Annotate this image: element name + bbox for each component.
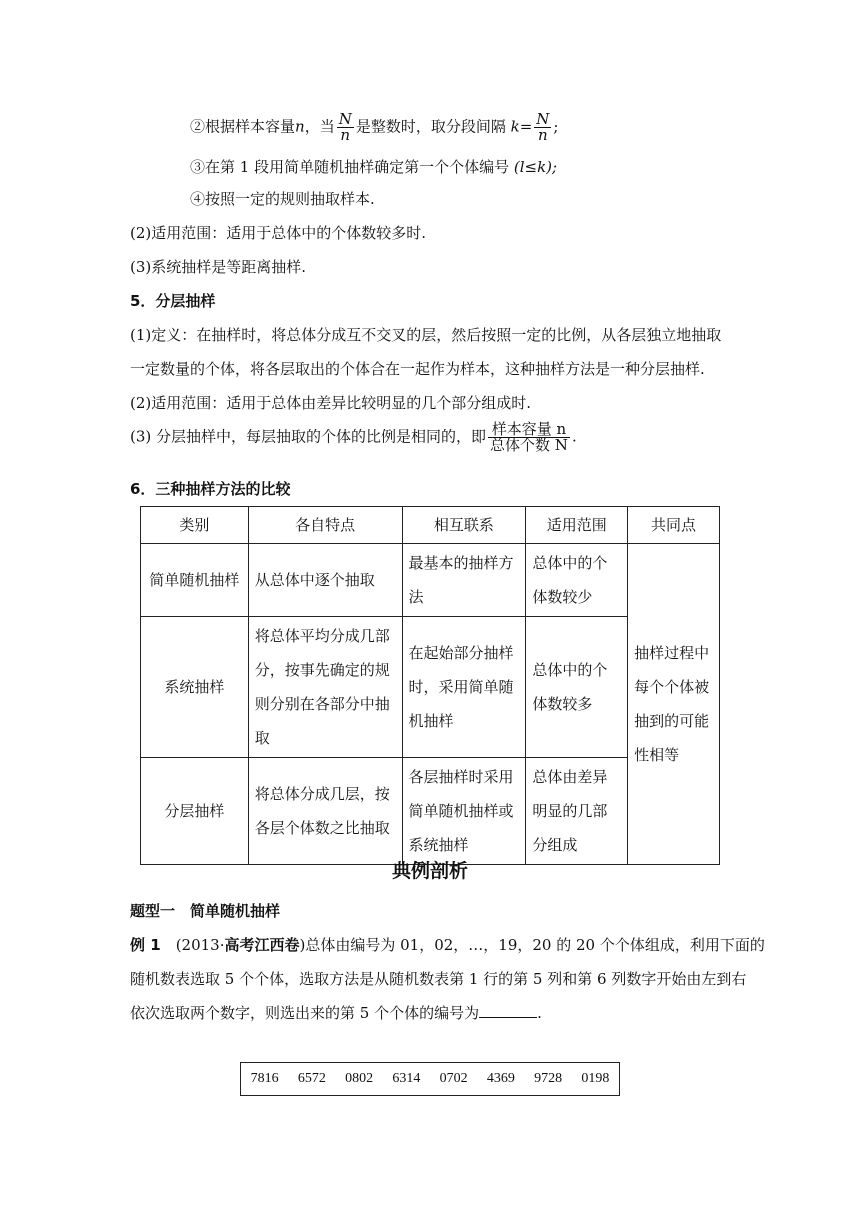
header-common: 共同点 [628,507,720,544]
stratified-scope: (2)适用范围：适用于总体由差异比较明显的几个部分组成时. [130,394,532,412]
step-3-condition: (l≤k); [513,158,558,176]
cell-scope: 总体中的个体数较少 [526,544,628,617]
cell-feature: 从总体中逐个抽取 [248,544,402,617]
example-source: (2013· [175,936,225,954]
var-n: n [295,117,305,136]
var-k: k [510,117,520,136]
example-1-line-3 [130,1002,542,1024]
step-4 [190,188,375,210]
step-4-text: ④按照一定的规则抽取样本. [190,190,375,208]
header-feature: 各自特点 [248,507,402,544]
fraction-numerator: N [536,110,550,128]
example-source-exam: 高考江西卷 [224,936,300,954]
fraction-numerator: N [338,110,352,128]
example-label: 例 1 [130,936,161,954]
random-number-table [240,1062,620,1096]
cell-feature: 将总体平均分成几部分，按事先确定的规则分别在各部分中抽取 [248,617,402,758]
random-number: 6572 [297,1071,326,1086]
cell-relation: 在起始部分抽样时，采用简单随机抽样 [402,617,526,758]
example-text: )总体由编号为 01，02，…，19，20 的 20 个个体组成，利用下面的 [299,936,765,954]
step-3 [190,156,557,178]
cell-scope: 总体由差异明显的几部分组成 [526,758,628,865]
fraction-denominator: n [538,126,548,144]
ratio-end: . [571,427,577,446]
table-header-row [141,507,720,544]
random-number: 7816 [250,1071,279,1086]
step-2-text-b: ，当 [304,117,335,136]
random-number: 4369 [486,1071,515,1086]
section-title: 典例剖析 [391,860,468,882]
step-2-text: ②根据样本容量 [190,117,296,136]
answer-blank[interactable] [479,1003,537,1018]
cell-relation: 各层抽样时采用简单随机抽样或系统抽样 [402,758,526,865]
header-relation: 相互联系 [402,507,526,544]
example-end: . [537,1004,542,1022]
fraction-interval [534,112,551,143]
comparison-heading: 6．三种抽样方法的比较 [130,480,291,498]
step-2-text-c: 是整数时，取分段间隔 [355,117,506,136]
comparison-table [140,506,720,865]
systematic-note: (3)系统抽样是等距离抽样. [130,258,307,276]
stratified-heading: 5．分层抽样 [130,292,216,310]
example-1-line-1 [130,934,765,956]
stratified-ratio [130,422,577,453]
example-text: 依次选取两个数字，则选出来的第 5 个个体的编号为 [130,1004,480,1022]
cell-feature: 将总体分成几层，按各层个体数之比抽取 [248,758,402,865]
question-type-heading: 题型一 简单随机抽样 [130,902,281,920]
header-scope: 适用范围 [526,507,628,544]
cell-common: 抽样过程中每个个体被抽到的可能性相等 [628,544,720,865]
cell-relation: 最基本的抽样方法 [402,544,526,617]
example-1-line-2: 随机数表选取 5 个个体，选取方法是从随机数表第 1 行的第 5 列和第 6 列数字开始由左到右 [130,970,747,988]
table-row [141,544,720,617]
random-number: 0198 [581,1071,610,1086]
stratified-def-1: (1)定义：在抽样时，将总体分成互不交叉的层，然后按照一定的比例，从各层独立地抽取 [130,326,722,344]
random-number: 6314 [392,1071,421,1086]
fraction-denominator: n [340,126,351,144]
cell-scope: 总体中的个体数较多 [526,617,628,758]
header-type: 类别 [141,507,249,544]
equals-sign: = [519,117,533,136]
ratio-text: (3) 分层抽样中，每层抽取的个体的比例是相同的，即 [130,427,487,446]
stratified-def-2: 一定数量的个体，将各层取出的个体合在一起作为样本，这种抽样方法是一种分层抽样. [130,360,705,378]
cell-type: 系统抽样 [141,617,249,758]
ratio-fraction [488,422,570,453]
ratio-numerator: 样本容量 n [488,422,570,438]
random-number: 0802 [345,1071,374,1086]
ratio-denominator: 总体个数 N [490,436,568,454]
fraction-n-over-n [337,112,354,143]
random-number: 0702 [439,1071,468,1086]
cell-type: 简单随机抽样 [141,544,249,617]
step-2 [190,112,558,143]
random-number: 9728 [534,1071,563,1086]
step-3-text: ③在第 1 段用简单随机抽样确定第一个个体编号 [190,158,510,176]
systematic-scope: (2)适用范围：适用于总体中的个体数较多时. [130,224,427,242]
cell-type: 分层抽样 [141,758,249,865]
step-2-end: ; [553,117,559,136]
